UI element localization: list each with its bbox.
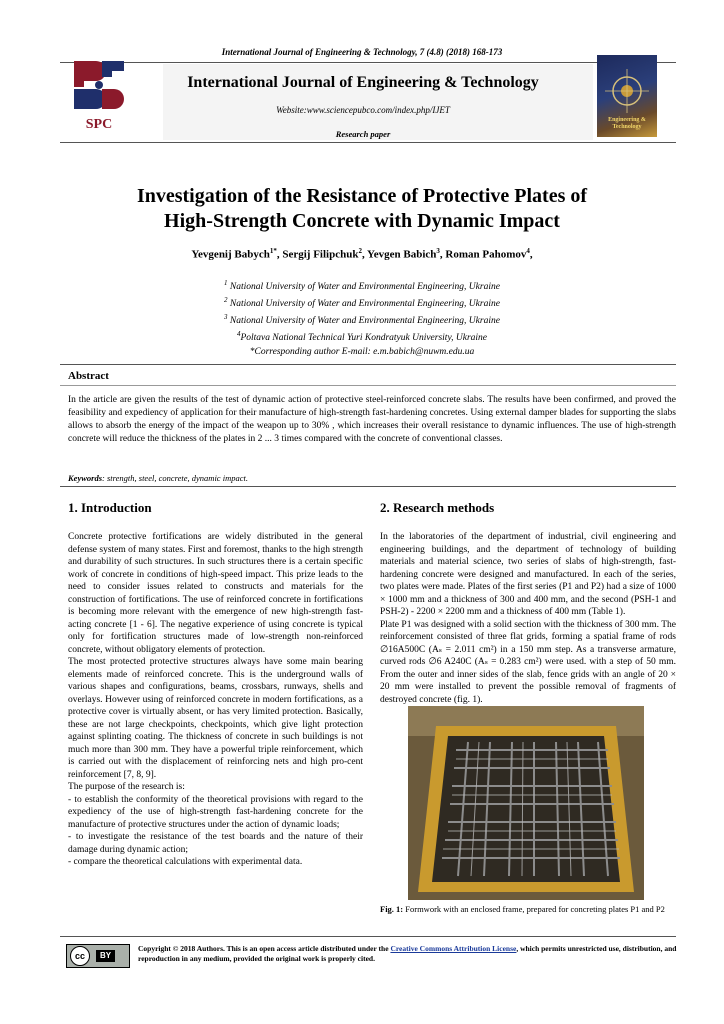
journal-title: International Journal of Engineering & Technology (187, 74, 539, 91)
figure-1-caption (380, 904, 676, 916)
copyright-notice (138, 944, 678, 964)
author-separator: , (529, 248, 533, 261)
abstract-heading: Abstract (68, 370, 109, 382)
affiliation-sup: 3 (224, 313, 228, 322)
affiliation-sup: 4 (236, 330, 241, 339)
affiliation (60, 311, 664, 328)
author-name: Yevgenij Babych (191, 248, 270, 261)
intro-paragraph: Concrete protective fortifications are widely distributed in the general defense system of many states. First and foremost, thanks to the high strength and durability of such structures. In such structures there is a certain specific work of concrete in conditions of high-speed impact. This prize leads to the need to consider issues related to constructs and materials for the construction of fortifications. The use of reinforced concrete in fortifications is becoming more relevant with the emergence of new high-strength fast-acting concrete [1 - 6]. The negative experience of using concrete is typical only for fortification structures made of low-strength non-reinforced concrete, without obligatory elements of protection. (68, 532, 363, 655)
affiliation-text: Poltava National Technical Yuri Kondratyuk University, Ukraine (240, 333, 488, 344)
journal-website: Website:www.sciencepubco.com/index.php/IJET (276, 105, 450, 115)
methods-body (380, 531, 676, 706)
corresponding-author: *Corresponding author E-mail: e.m.babich@nuwm.edu.ua (249, 346, 475, 357)
intro-list-item: - to investigate the resistance of the test boards and the nature of their damage during dynamic action; (68, 832, 363, 855)
affiliation-list (60, 277, 664, 359)
author-sup: 1* (269, 247, 277, 255)
spc-logo-text: SPC (85, 117, 113, 132)
affiliation (60, 328, 664, 345)
cc-icon: cc (70, 946, 90, 966)
intro-paragraph: The most protected protective structures always have some main bearing elements made of reinforced concrete. This is the underground walls of various shapes and configurations, beams, crossbars, runways, shells and overlays. However using of reinforced concrete in modern fortifications, as a protective cover is virtually absent, or has very limited protection. Basically, these are not large checkpoints, checkpoints, which give light protection against splinting coating. The thickness of concrete in such buildings is not much more than 300 mm. They have a powerful triple reinforcement, which is carried out with the displacement of reinforcing nets and high pro-cent reinforcement [7, 8, 9]. (68, 657, 363, 780)
header-top-rule (60, 62, 676, 63)
author-separator: , (439, 248, 446, 261)
cc-license-link[interactable]: Creative Commons Attribution License (390, 944, 517, 953)
paper-title-line-1: Investigation of the Resistance of Protective Plates of (136, 185, 588, 207)
author-name: Yevgen Babich (367, 248, 437, 261)
author-name: Sergij Filipchuk (282, 248, 359, 261)
keywords-label: Keywords (68, 473, 102, 483)
author-name: Roman Pahomov (445, 248, 527, 261)
spc-logo (66, 55, 132, 139)
affiliation-sup: 1 (224, 279, 228, 287)
methods-paragraph: Plate P1 was designed with a solid section with the thickness of 300 mm. The reinforcement consisted of three flat grids, forming a spatial frame of rods ∅16A500C (Aₛ = 2.011 cm²) in a 150 mm step. As a transverse armature, curved rods ∅6 A240C (Aₛ = 0.283 cm²) were used. with a step of 50 mm. From the outer and inner sides of the slab, fence grids with an angle of 20 × 20 mm were installed to prevent the possible removal of fragments of destroyed concrete (fig. 1). (380, 619, 676, 705)
formwork-rebar-image (408, 706, 644, 900)
by-icon: BY (96, 950, 115, 962)
paper-title-line-2: High-Strength Concrete with Dynamic Impact (164, 210, 560, 232)
abstract-bottom-rule (60, 486, 676, 487)
paper-title (60, 184, 664, 234)
author-sup: 3 (436, 247, 440, 255)
keywords (68, 473, 248, 483)
paper-type: Research paper (335, 129, 391, 139)
affiliation-text: National University of Water and Environmental Engineering, Ukraine (227, 299, 500, 310)
abstract-text: In the article are given the results of the test of dynamic action of protective steel-reinforced concrete slabs. The results have been confirmed, and proved the feasibility and expediency of application for their manufacture of high-strength fast-hardening concretes. Using external damper blades for supporting the slabs allows to absorb the energy of the impact of the weapon up to 30% , which increases their overall resistance to dynamic influences. The use of high-strength concrete will reduce the thickness of the plates in 2 ... 3 times compared with the concrete of conventional classes. (68, 395, 676, 444)
intro-list-item: - to establish the conformity of the theoretical provisions with regard to the expediency of the use of high-strength fast-hardening concrete for the manufacture of protective structures under the action of dynamic loads; (68, 794, 363, 830)
intro-list-item: - compare the theoretical calculations with experimental data. (68, 857, 303, 867)
author-list (60, 247, 664, 261)
author-separator: , (276, 248, 283, 261)
methods-heading: 2. Research methods (380, 500, 495, 515)
affiliation-sup: 2 (224, 296, 228, 305)
affiliation-text: National University of Water and Environmental Engineering, Ukraine (227, 282, 500, 293)
cc-by-badge (66, 944, 130, 968)
copyright-text-after: , which permits unrestricted use, distribution, and reproduction in any medium, provided the original work is properly cited. (138, 944, 677, 963)
keywords-colon: : (102, 473, 107, 483)
intro-heading: 1. Introduction (68, 500, 152, 515)
keywords-text: strength, steel, concrete, dynamic impact. (106, 473, 248, 483)
intro-body (68, 531, 363, 869)
figure-caption-text: Formwork with an enclosed frame, prepared for concreting plates P1 and P2 (403, 904, 665, 914)
author-sup: 4 (526, 247, 530, 255)
abstract-top-rule (60, 364, 676, 365)
journal-citation: International Journal of Engineering & Technology, 7 (4.8) (2018) 168-173 (221, 47, 503, 57)
methods-paragraph: In the laboratories of the department of industrial, civil engineering and engineering buildings, and the department of technology of building materials and material science, two series of slabs of high-strength, fast-hardening concrete were designed and manufactured. In each of the series, two plates were made. Plates of the first series (P1 and P2) had a size of 1000 × 1000 mm and a thickness of 300 and 400 mm, and the second (PSH-1 and PSH-2) - 2200 × 2200 mm and a thickness of 400 mm (Table 1). (380, 532, 676, 617)
abstract-heading-rule (60, 385, 676, 386)
header-bottom-rule (60, 142, 676, 143)
author-separator: , (361, 248, 368, 261)
figure-1-photo (408, 706, 644, 900)
affiliation (60, 277, 664, 294)
intro-paragraph: The purpose of the research is: (68, 782, 185, 792)
author-sup: 2 (358, 247, 362, 255)
figure-label: Fig. 1: (380, 904, 404, 914)
cover-text: Engineering & Technology (608, 117, 646, 130)
affiliation (60, 294, 664, 311)
affiliation-text: National University of Water and Environmental Engineering, Ukraine (227, 316, 500, 327)
footer-rule (60, 936, 676, 937)
copyright-text-before: Copyright © 2018 Authors. This is an open access article distributed under the (138, 944, 391, 953)
journal-cover-image (597, 55, 657, 137)
